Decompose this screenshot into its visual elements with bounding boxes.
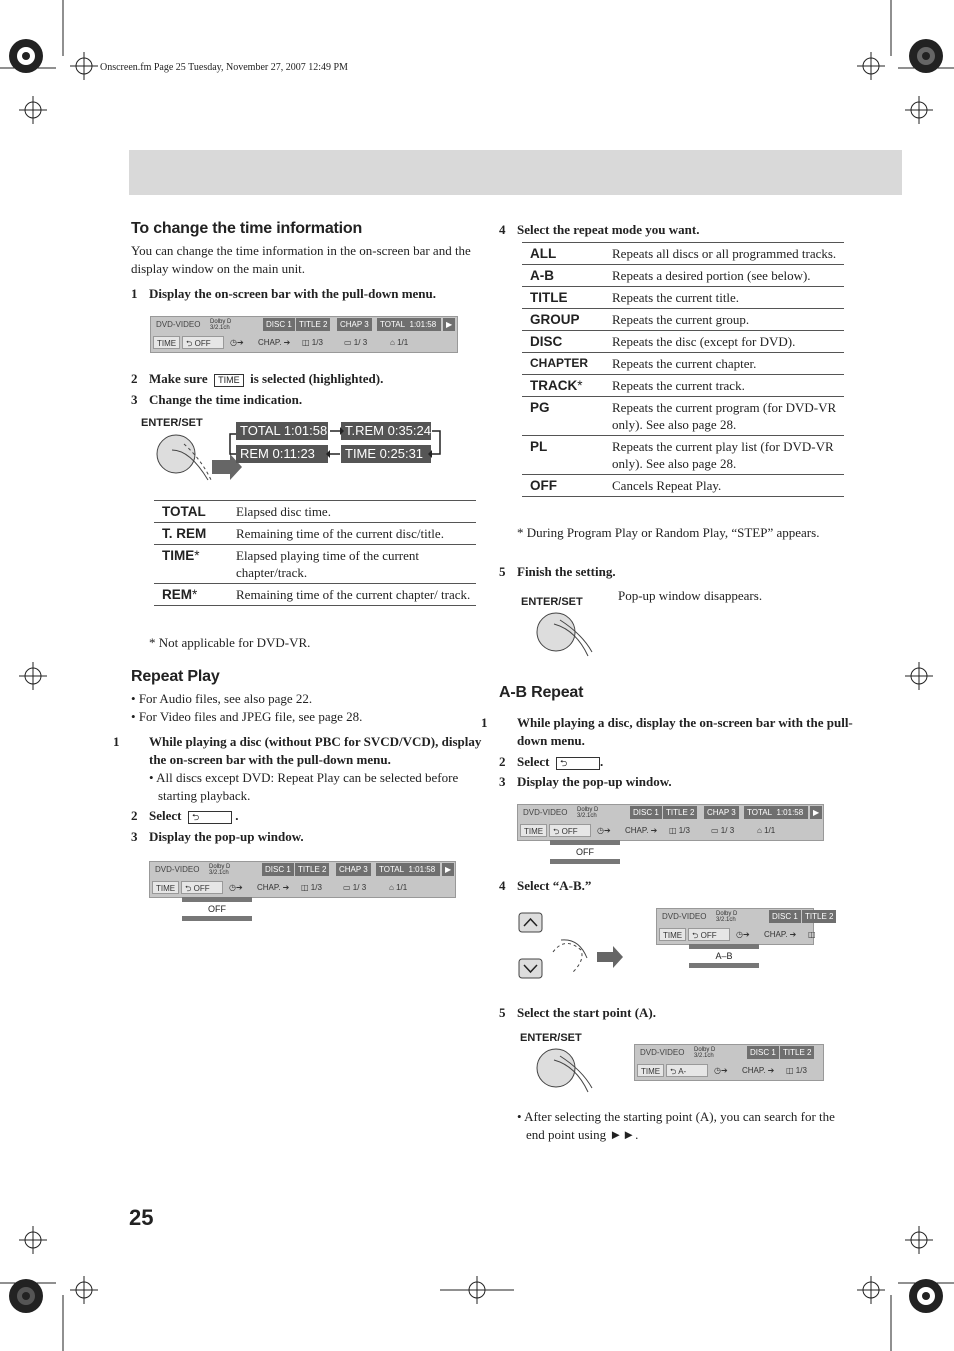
ab-repeat-step-2: 2 Select ⮌ . bbox=[499, 754, 604, 769]
repeat-mode-step-5: 5 Finish the setting. bbox=[499, 564, 616, 579]
enter-set-label: ENTER/SET bbox=[141, 417, 203, 429]
cycle-arrows-icon bbox=[328, 420, 448, 470]
time-time-display: TIME 0:25:31 bbox=[341, 445, 431, 463]
subtitle-icon: ▭ bbox=[344, 338, 352, 347]
subtitle-icon: ▭ bbox=[343, 883, 351, 892]
repeat-icon: ⮌ bbox=[553, 827, 560, 836]
onscreen-bar: DVD-VIDEO Dolby D 3/2.1ch DISC 1 TITLE 2 CHAP 3 TOTAL 1:01:58 ▶ TIME ⮌ OFF ◷➔ CHAP. ➔ ◫ 1/3 ▭ 1/ 3 ⌂ 1/1 bbox=[150, 316, 458, 353]
up-down-buttons-icon bbox=[515, 910, 630, 982]
onscreen-bar: DVD-VIDEO Dolby D 3/2.1ch DISC 1 TITLE 2 CHAP 3 TOTAL 1:01:58 ▶ TIME ⮌ OFF ◷➔ CHAP. ➔ ◫ 1/3 ▭ 1/ 3 ⌂ 1/1 bbox=[149, 861, 456, 898]
enter-set-label: ENTER/SET bbox=[520, 1032, 582, 1044]
clock-icon: ◷➔ bbox=[230, 338, 244, 347]
trem-time-display: T.REM 0:35:24 bbox=[341, 422, 431, 440]
enter-button-hand-icon bbox=[530, 608, 600, 662]
table-row: ALL Repeats all discs or all programmed tracks. bbox=[522, 243, 844, 265]
angle-icon: ⌂ bbox=[757, 826, 762, 835]
repeat-play-bullet-1: • For Audio files, see also page 22. bbox=[131, 691, 313, 706]
repeat-popup: A–B bbox=[689, 944, 759, 968]
table-row: TRACK* Repeats the current track. bbox=[522, 375, 844, 397]
angle-icon: ⌂ bbox=[390, 338, 395, 347]
onscreen-bar: DVD-VIDEO Dolby D 3/2.1ch DISC 1 TITLE 2 TIME ⮌ A- ◷➔ CHAP. ➔ ◫ 1/3 bbox=[634, 1044, 824, 1081]
time-info-note: * Not applicable for DVD-VR. bbox=[149, 635, 311, 650]
table-row: GROUP Repeats the current group. bbox=[522, 309, 844, 331]
repeat-icon: ⮌ bbox=[185, 884, 192, 893]
clock-icon: ◷➔ bbox=[714, 1066, 728, 1075]
repeat-popup: OFF bbox=[550, 840, 620, 864]
table-row: T. REM Remaining time of the current disc/title. bbox=[154, 523, 476, 545]
table-row: OFF Cancels Repeat Play. bbox=[522, 475, 844, 497]
repeat-play-step-1: 1 While playing a disc (without PBC for SVCD/VCD), display the on-screen bar with the pull-down menu. bbox=[113, 734, 482, 767]
table-row: PG Repeats the current program (for DVD-VR only). See also page 28. bbox=[522, 397, 844, 436]
repeat-mode-table bbox=[522, 242, 844, 497]
table-row: CHAPTER Repeats the current chapter. bbox=[522, 353, 844, 375]
clock-icon: ◷➔ bbox=[736, 930, 750, 939]
audio-icon: ◫ bbox=[786, 1066, 794, 1075]
table-row: REM* Remaining time of the current chapter/ track. bbox=[154, 584, 476, 606]
ab-repeat-step-5: 5 Select the start point (A). bbox=[499, 1005, 656, 1020]
repeat-play-step-2: 2 Select ⮌ . bbox=[131, 808, 239, 823]
table-row: TITLE Repeats the current title. bbox=[522, 287, 844, 309]
time-info-step-1: 1 Display the on-screen bar with the pull-down menu. bbox=[131, 286, 436, 301]
onscreen-bar: DVD-VIDEO Dolby D 3/2.1ch DISC 1 TITLE 2 CHAP 3 TOTAL 1:01:58 ▶ TIME ⮌ OFF ◷➔ CHAP. ➔ ◫ 1/3 ▭ 1/ 3 ⌂ 1/1 bbox=[517, 804, 824, 841]
time-info-step-3: 3 Change the time indication. bbox=[131, 392, 303, 407]
repeat-popup: OFF bbox=[182, 897, 252, 921]
time-info-table bbox=[154, 500, 476, 606]
file-header: Onscreen.fm Page 25 Tuesday, November 27, 2007 12:49 PM bbox=[100, 62, 348, 73]
page-number: 25 bbox=[129, 1205, 154, 1230]
clock-icon: ◷➔ bbox=[597, 826, 611, 835]
audio-icon: ◫ bbox=[669, 826, 677, 835]
repeat-play-step-1-note: • All discs except DVD: Repeat Play can be selected before starting playback. bbox=[149, 770, 459, 803]
enter-set-label: ENTER/SET bbox=[521, 596, 583, 608]
audio-icon: ◫ bbox=[302, 338, 310, 347]
table-row: DISC Repeats the disc (except for DVD). bbox=[522, 331, 844, 353]
table-row: A-B Repeats a desired portion (see below). bbox=[522, 265, 844, 287]
header-band bbox=[129, 150, 902, 195]
time-info-title: To change the time information bbox=[131, 220, 363, 237]
table-row: PL Repeats the current play list (for DVD-VR only). See also page 28. bbox=[522, 436, 844, 475]
audio-icon: ◫ bbox=[301, 883, 309, 892]
ab-repeat-step-4: 4 Select “A-B.” bbox=[499, 878, 592, 893]
clock-icon: ◷➔ bbox=[229, 883, 243, 892]
ab-repeat-step-1: 1 While playing a disc, display the on-screen bar with the pull-down menu. bbox=[481, 715, 853, 748]
ab-repeat-title: A-B Repeat bbox=[499, 684, 584, 701]
repeat-icon: ⮌ bbox=[186, 339, 193, 348]
repeat-icon: ⮌ bbox=[188, 811, 232, 824]
table-row: TIME* Elapsed playing time of the current chapter/track. bbox=[154, 545, 476, 584]
rem-time-display: REM 0:11:23 bbox=[236, 445, 328, 463]
total-time-display: TOTAL 1:01:58 bbox=[236, 422, 328, 440]
angle-icon: ⌂ bbox=[389, 883, 394, 892]
repeat-play-step-3: 3 Display the pop-up window. bbox=[131, 829, 304, 844]
time-info-step-2: 2 Make sure TIME is selected (highlighted). bbox=[131, 371, 384, 386]
audio-icon: ◫ bbox=[808, 930, 816, 939]
repeat-play-title: Repeat Play bbox=[131, 668, 220, 685]
repeat-play-bullet-2: • For Video files and JPEG file, see page 28. bbox=[131, 709, 363, 724]
table-row: TOTAL Elapsed disc time. bbox=[154, 501, 476, 523]
repeat-mode-note: * During Program Play or Random Play, “STEP” appears. bbox=[517, 525, 820, 540]
time-info-intro: You can change the time information in the on-screen bar and the display window on the main unit. bbox=[131, 243, 471, 276]
repeat-icon: ⮌ bbox=[670, 1067, 677, 1076]
repeat-mode-step-4: 4 Select the repeat mode you want. bbox=[499, 222, 700, 237]
enter-button-hand-icon bbox=[530, 1044, 600, 1098]
repeat-icon: ⮌ bbox=[556, 757, 600, 770]
repeat-icon: ⮌ bbox=[692, 931, 699, 940]
ab-repeat-step-3: 3 Display the pop-up window. bbox=[499, 774, 672, 789]
onscreen-bar: DVD-VIDEO Dolby D 3/2.1ch DISC 1 TITLE 2 TIME ⮌ OFF ◷➔ CHAP. ➔ ◫ bbox=[656, 908, 814, 945]
repeat-mode-step-5-desc: Pop-up window disappears. bbox=[618, 588, 763, 603]
subtitle-icon: ▭ bbox=[711, 826, 719, 835]
ab-repeat-note: • After selecting the starting point (A), you can search for the end point using ►►. bbox=[517, 1109, 835, 1142]
